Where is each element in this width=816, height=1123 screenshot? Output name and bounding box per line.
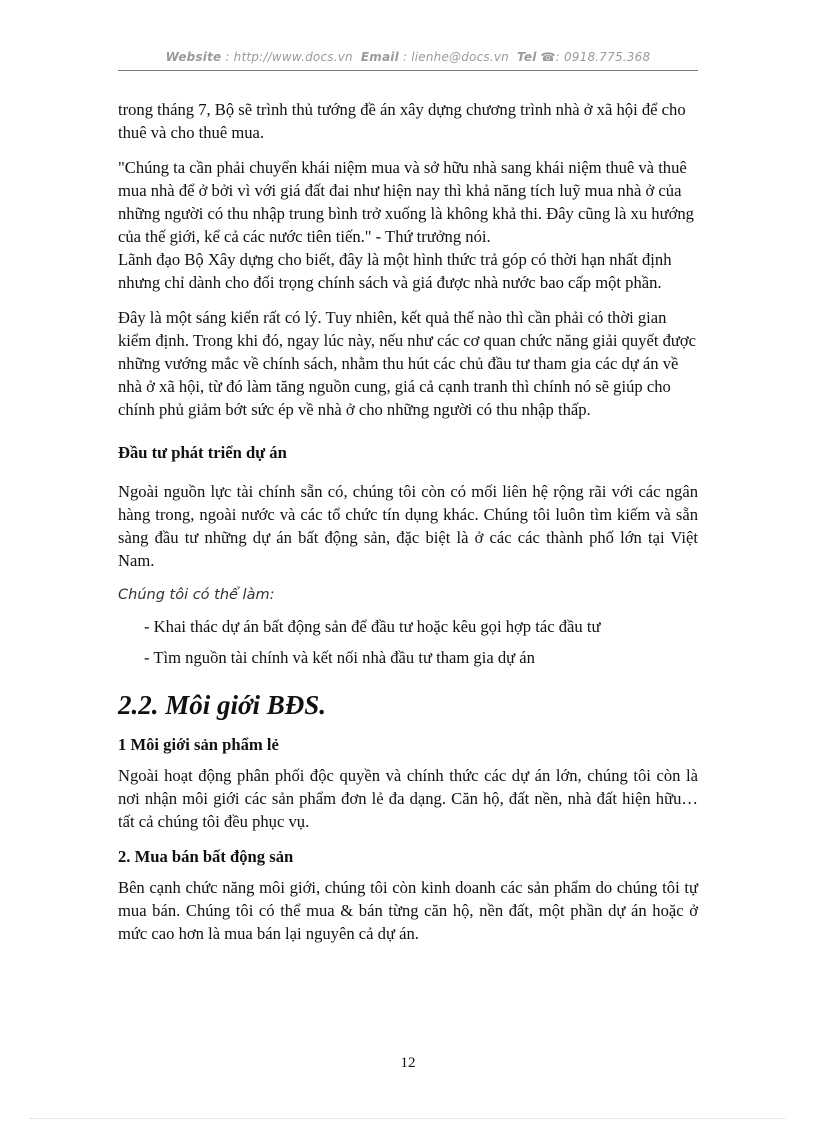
tel-number: : 0918.775.368 [555,50,651,64]
page-number: 12 [400,1055,416,1071]
capabilities-intro: Chúng tôi có thể làm: [118,587,275,603]
paragraph-6: Ngoài hoạt động phân phối độc quyền và chính thức các dự án lớn, chúng tôi còn là nơi nhận môi giới các sản phẩm đơn lẻ đa dạng. Căn hộ, đất nền, nhà đất hiện hữu… tất cả chúng tôi đều phục vụ. [118,766,698,831]
paragraph-3: Lãnh đạo Bộ Xây dựng cho biết, đây là một hình thức trả góp có thời hạn nhất định nhưng chỉ dành cho đối trọng chính sách và giá được nhà nước bao cấp một phần. [118,250,672,292]
document-body [118,98,698,957]
paragraph-quote: "Chúng ta cần phải chuyển khái niệm mua và sở hữu nhà sang khái niệm thuê và thuê mua nhà để ở bởi vì với giá đất đai như hiện nay thì khả năng tích luỹ mua nhà ở của những người có thu nhập trung bình trở xuống là không khả thi. Đây cũng là xu hướng của thế giới, kể cả các nước tiên tiến." - Thứ trưởng nói. [118,158,694,246]
page-header [118,50,698,64]
heading-real-estate-trading: 2. Mua bán bất động sản [118,847,294,866]
paragraph-4: Đây là một sáng kiến rất có lý. Tuy nhiên, kết quả thế nào thì cần phải có thời gian kiểm định. Trong khi đó, ngay lúc này, nếu như các cơ quan chức năng giải quyết được những vướng mắc về chính sách, nhằm thu hút các chủ đầu tư tham gia các dự án về nhà ở xã hội, từ đó làm tăng nguồn cung, giá cả cạnh tranh thì chính nó sẽ giúp cho chính phủ giảm bớt sức ép về nhà ở cho những người có thu nhập thấp. [118,308,697,419]
subheading-investment: Đầu tư phát triển dự án [118,443,287,462]
website-url: : http://www.docs.vn [225,50,353,64]
heading-retail-brokerage: 1 Môi giới sản phẩm lẻ [118,735,279,754]
phone-icon: ☎ [540,50,556,64]
header-rule [118,70,698,71]
page-bottom-divider [30,1118,786,1119]
bullet-item-1: - Khai thác dự án bất động sản để đầu tư hoặc kêu gọi hợp tác đầu tư [144,617,601,636]
website-label: Website [165,50,222,64]
email-address: : lienhe@docs.vn [402,50,509,64]
paragraph-1: trong tháng 7, Bộ sẽ trình thủ tướng đề án xây dựng chương trình nhà ở xã hội để cho thuê và cho thuê mua. [118,100,686,142]
paragraph-7: Bên cạnh chức năng môi giới, chúng tôi còn kinh doanh các sản phẩm do chúng tôi tự mua bán. Chúng tôi có thể mua & bán từng căn hộ, nền đất, một phần dự án hoặc ở mức cao hơn là mua bán lại nguyên cả dự án. [118,878,698,943]
bullet-item-2: - Tìm nguồn tài chính và kết nối nhà đầu tư tham gia dự án [144,648,535,667]
section-title: 2.2. Môi giới BĐS. [118,690,327,720]
tel-label: Tel [517,50,537,64]
paragraph-5: Ngoài nguồn lực tài chính sẵn có, chúng tôi còn có mối liên hệ rộng rãi với các ngân hàng trong, ngoài nước và các tổ chức tín dụng khác. Chúng tôi luôn tìm kiếm và sẵn sàng đầu tư những dự án bất động sản, đặc biệt là ở các các thành phố lớn tại Việt Nam. [118,482,698,570]
email-label: Email [360,50,399,64]
